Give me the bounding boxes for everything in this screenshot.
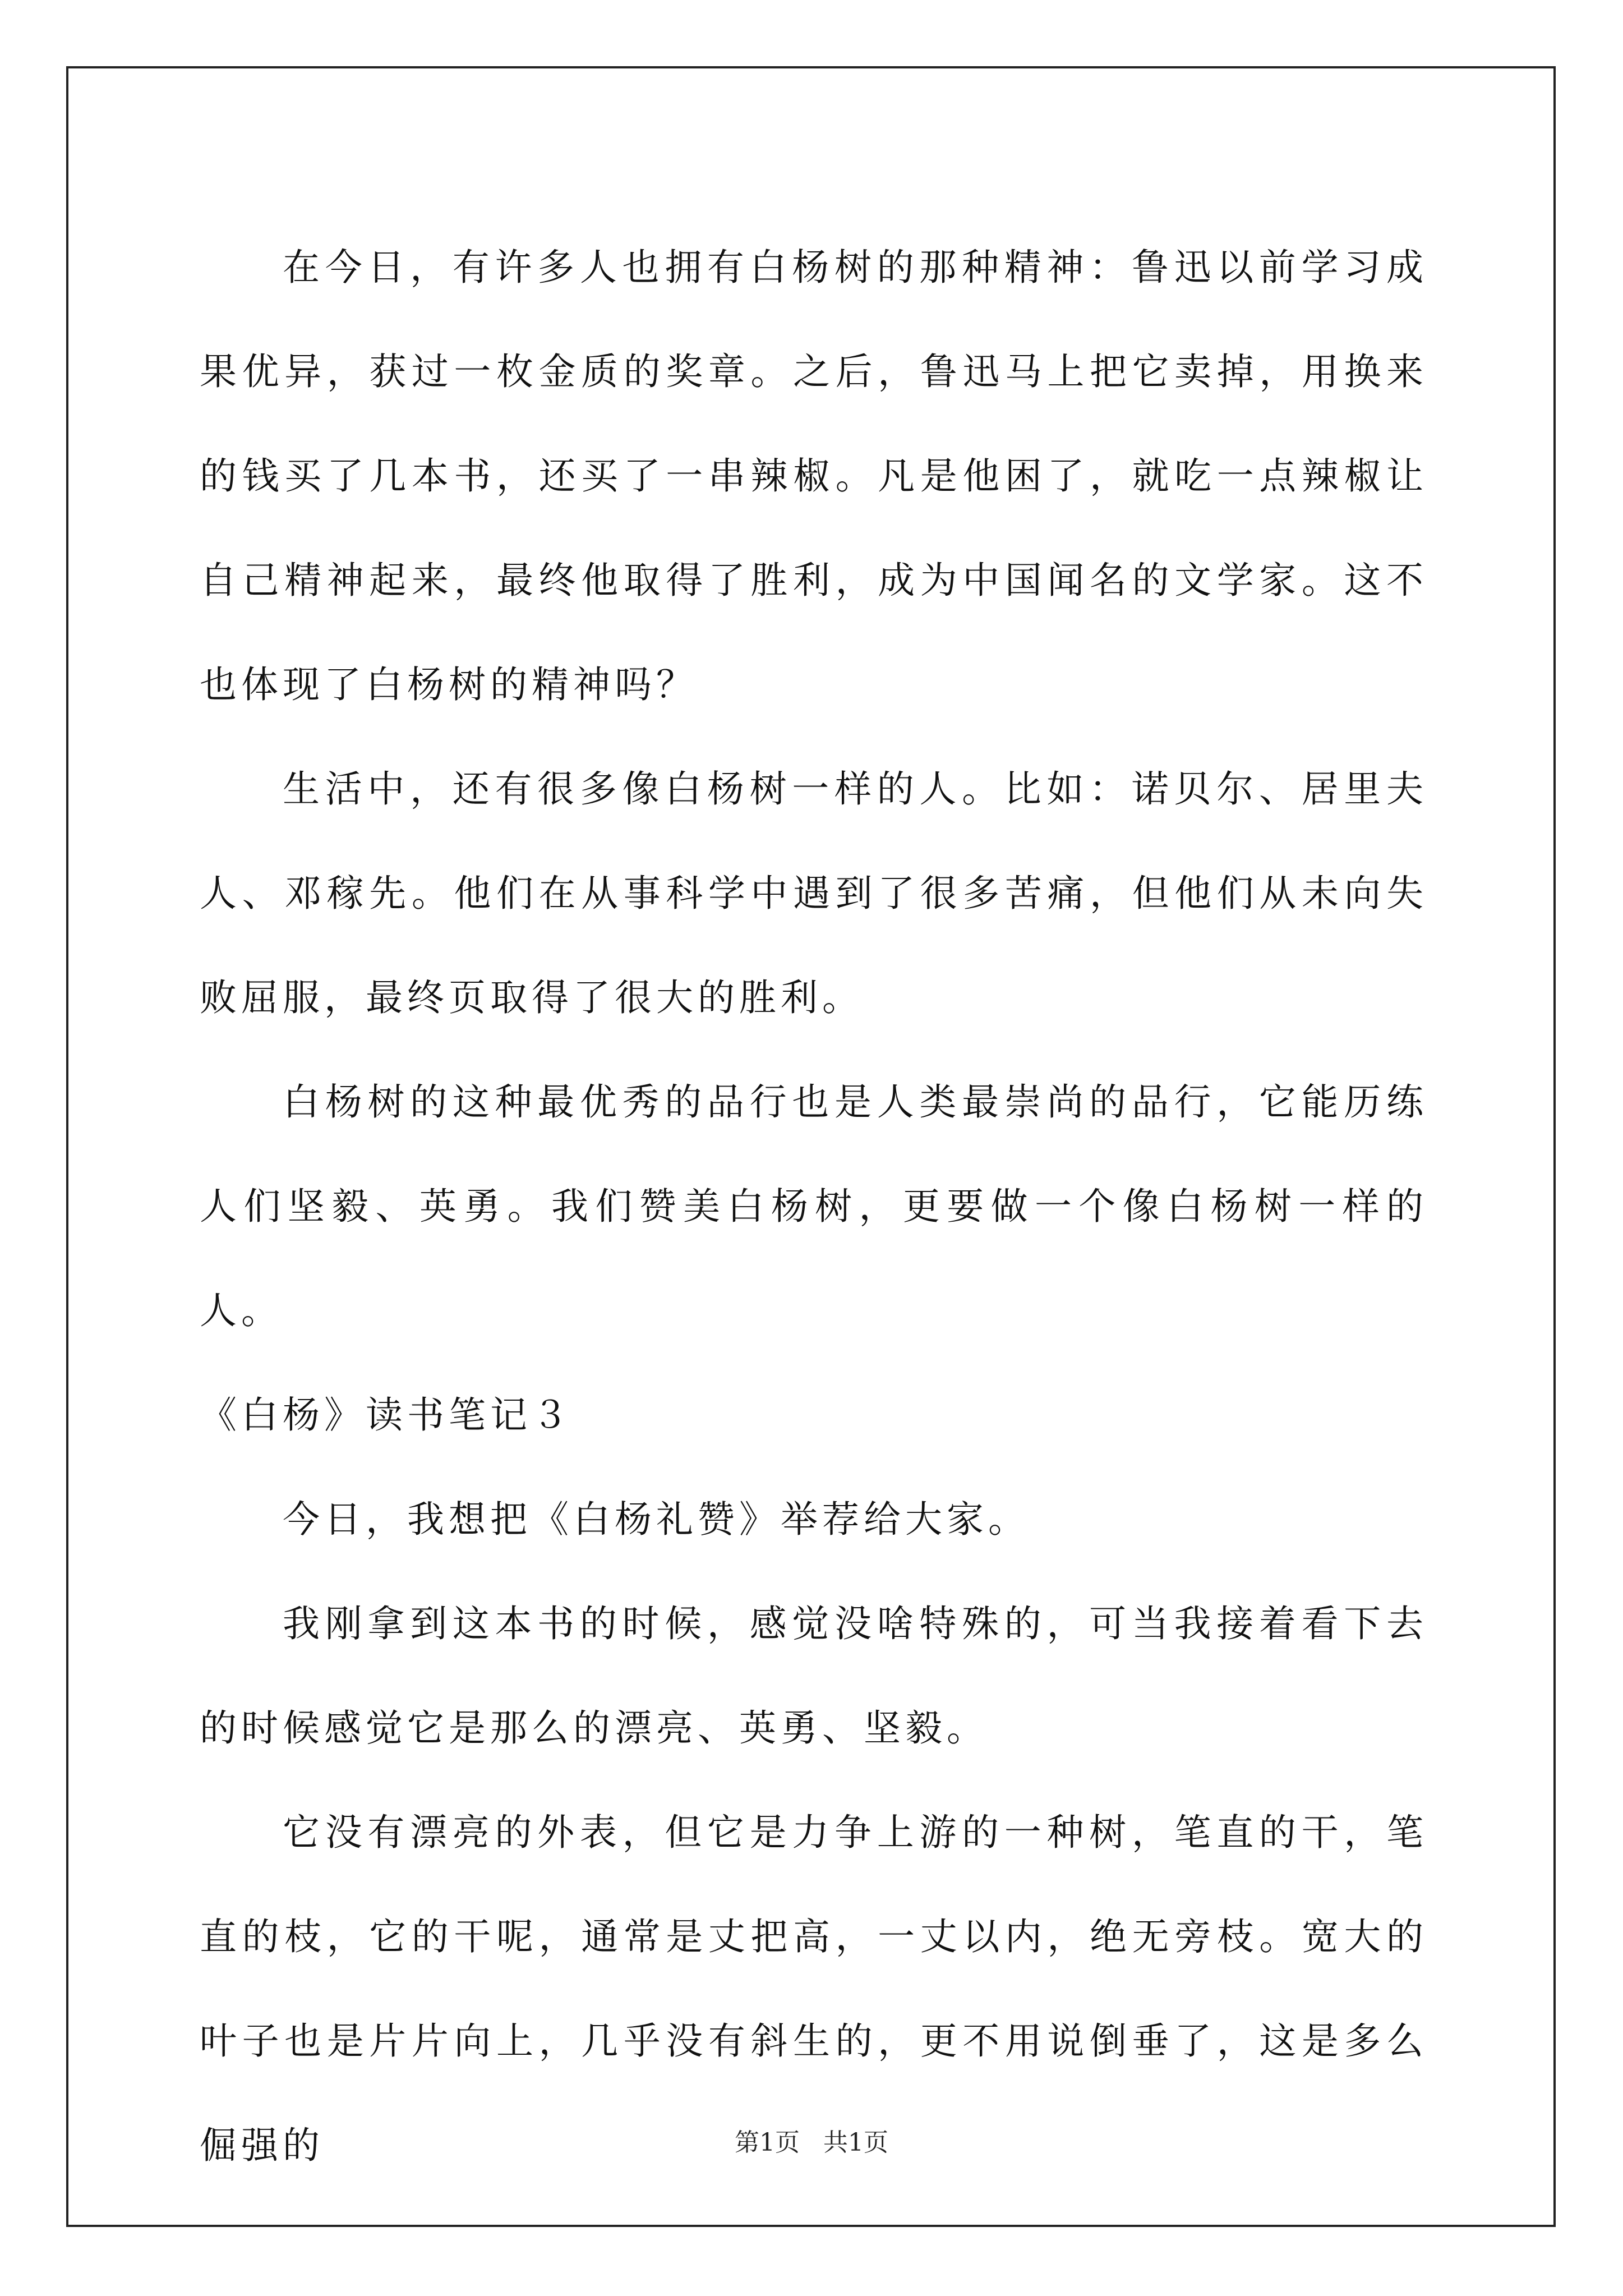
page-footer: 第1页 共1页 xyxy=(735,2128,888,2157)
paragraph-1: 在今日，有许多人也拥有白杨树的那种精神：鲁迅以前学习成果优异，获过一枚金质的奖章。之后，鲁迅马上把它卖掉，用换来的钱买了几本书，还买了一串辣椒。凡是他困了，就吃一点辣椒让自己精神起来，最终他取得了胜利，成为中国闻名的文学家。这不也体现了白杨树的精神吗？ xyxy=(200,246,1428,706)
paragraph-6: 它没有漂亮的外表，但它是力争上游的一种树，笔直的干，笔直的枝，它的干呢，通常是丈把高，一丈以内，绝无旁枝。宽大的叶子也是片片向上，几乎没有斜生的，更不用说倒垂了，这是多么倔强的 xyxy=(200,1811,1428,2167)
paragraph-4: 今日，我想把《白杨礼赞》举荐给大家。 xyxy=(283,1498,1030,1541)
paragraph-2: 生活中，还有很多像白杨树一样的人。比如：诺贝尔、居里夫人、邓稼先。他们在从事科学中遇到了很多苦痛，但他们从未向失败屈服，最终页取得了很大的胜利。 xyxy=(200,767,1428,1019)
section-heading: 《白杨》读书笔记３ xyxy=(200,1393,573,1437)
paragraph-3: 白杨树的这种最优秀的品行也是人类最崇尚的品行，它能历练人们坚毅、英勇。我们赞美白杨树，更要做一个像白杨树一样的人。 xyxy=(200,1080,1428,1332)
paragraph-5: 我刚拿到这本书的时候，感觉没啥特殊的，可当我接着看下去的时候感觉它是那么的漂亮、英勇、坚毅。 xyxy=(200,1602,1428,1750)
document-body xyxy=(200,215,1428,2198)
